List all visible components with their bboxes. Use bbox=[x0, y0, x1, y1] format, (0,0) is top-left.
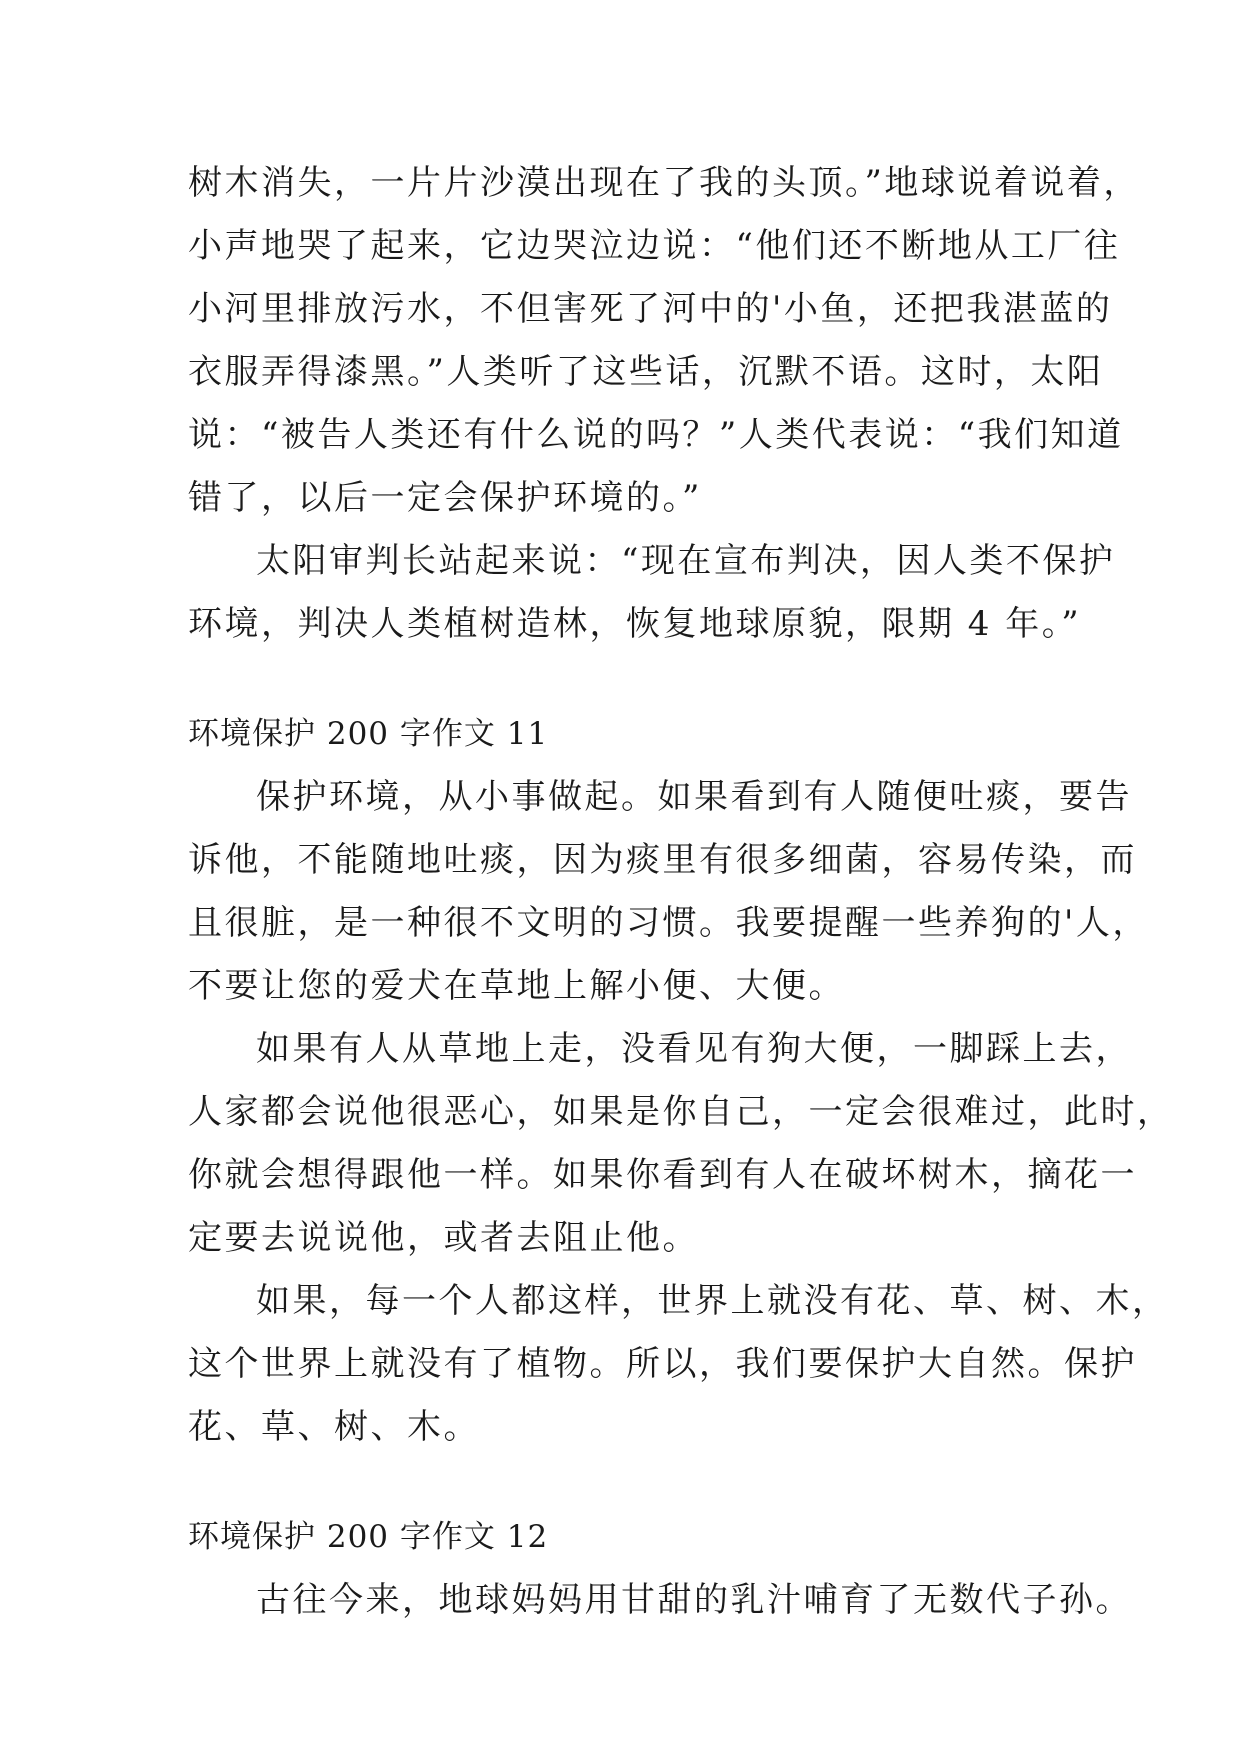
document-body bbox=[188, 152, 1174, 1632]
paragraph-plants bbox=[188, 1270, 1169, 1459]
essay-heading-12: 环境保护 200 字作文 12 bbox=[188, 1519, 549, 1555]
text-line: 衣服弄得漆黑。”人类听了这些话，沉默不语。这时，太阳 bbox=[188, 352, 1104, 392]
essay-heading-11: 环境保护 200 字作文 11 bbox=[188, 716, 549, 752]
text-line: 且很脏，是一种很不文明的习惯。我要提醒一些养狗的'人， bbox=[188, 903, 1149, 943]
text-line: 保护环境，从小事做起。如果看到有人随便吐痰，要告 bbox=[256, 777, 1132, 817]
text-line: 小声地哭了起来，它边哭泣边说：“他们还不断地从工厂往 bbox=[188, 226, 1121, 266]
paragraph-spitting bbox=[188, 766, 1149, 1018]
text-line: 人家都会说他很恶心，如果是你自己，一定会很难过，此时， bbox=[188, 1092, 1174, 1132]
text-line: 不要让您的爱犬在草地上解小便、大便。 bbox=[188, 966, 845, 1006]
paragraph-earth-complaint bbox=[188, 152, 1140, 530]
text-line: 定要去说说他，或者去阻止他。 bbox=[188, 1218, 699, 1258]
text-line: 太阳审判长站起来说：“现在宣布判决，因人类不保护 bbox=[256, 541, 1116, 581]
text-line: 错了，以后一定会保护环境的。” bbox=[188, 478, 702, 518]
text-line: 小河里排放污水，不但害死了河中的'小鱼，还把我湛蓝的 bbox=[188, 289, 1113, 329]
text-line: 这个世界上就没有了植物。所以，我们要保护大自然。保护 bbox=[188, 1344, 1137, 1384]
text-line: 如果，每一个人都这样，世界上就没有花、草、树、木， bbox=[256, 1281, 1169, 1321]
text-line: 如果有人从草地上走，没看见有狗大便，一脚踩上去， bbox=[256, 1029, 1132, 1069]
text-line: 花、草、树、木。 bbox=[188, 1407, 480, 1447]
paragraph-grass bbox=[188, 1018, 1174, 1270]
text-line: 环境，判决人类植树造林，恢复地球原貌，限期 4 年。” bbox=[188, 604, 1082, 644]
text-line: 说：“被告人类还有什么说的吗？”人类代表说：“我们知道 bbox=[188, 415, 1124, 455]
paragraph-mother-earth bbox=[188, 1569, 1132, 1632]
text-line: 树木消失，一片片沙漠出现在了我的头顶。”地球说着说着， bbox=[188, 163, 1140, 203]
text-line: 你就会想得跟他一样。如果你看到有人在破坏树木，摘花一 bbox=[188, 1155, 1137, 1195]
text-line: 诉他，不能随地吐痰，因为痰里有很多细菌，容易传染，而 bbox=[188, 840, 1137, 880]
text-line: 古往今来，地球妈妈用甘甜的乳汁哺育了无数代子孙。 bbox=[256, 1580, 1132, 1620]
paragraph-verdict bbox=[188, 530, 1116, 656]
